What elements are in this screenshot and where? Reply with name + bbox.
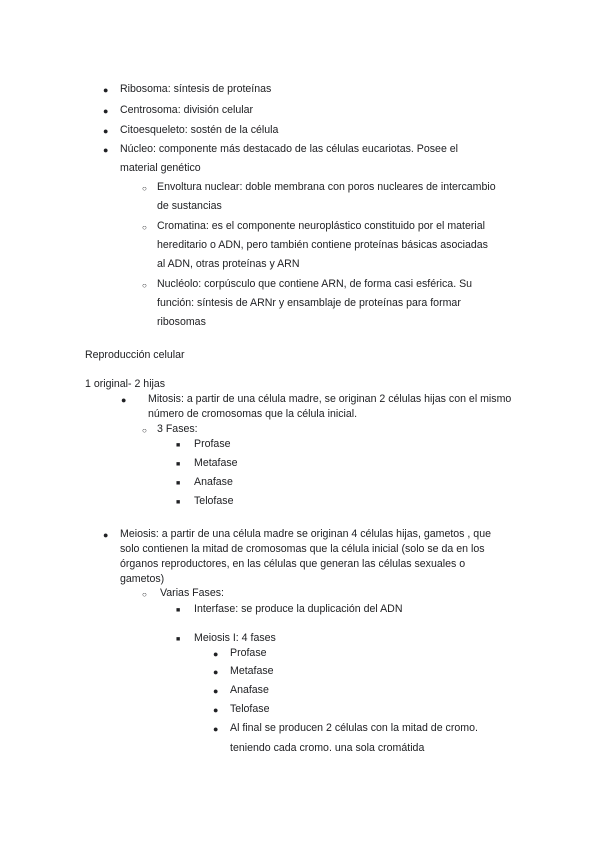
summary-line: 1 original- 2 hijas: [85, 378, 166, 390]
sub-item-nucleolo: Nucléolo: corpúsculo que contiene ARN, de forma casi esférica. Su: [157, 278, 473, 290]
sub-item-envoltura-cont: de sustancias: [157, 200, 222, 212]
meiosis-1-phase: Profase: [230, 647, 267, 659]
list-item-mitosis: Mitosis: a partir de una célula madre, se originan 2 células hijas con el mismo: [148, 393, 512, 405]
list-item-meiosis-cont: solo contienen la mitad de cromosomas que la célula inicial (solo se da en los: [120, 543, 485, 555]
meiosis-1-label: Meiosis I: 4 fases: [194, 632, 276, 644]
list-item-nucleo: Núcleo: componente más destacado de las células eucariotas. Posee el: [120, 143, 459, 155]
sub-item-cromatina-cont: hereditario o ADN, pero también contiene proteínas básicas asociadas: [157, 239, 488, 251]
section-title: Reproducción celular: [85, 349, 185, 361]
bullet-icon: ●: [103, 85, 109, 95]
square-bullet-icon: ■: [176, 499, 181, 506]
bullet-icon: ●: [103, 106, 109, 116]
hollow-bullet-icon: ○: [142, 590, 147, 599]
list-item-mitosis-cont: número de cromosomas que la célula inicial.: [148, 408, 358, 420]
sub-item-nucleolo-cont: función: síntesis de ARNr y ensamblaje de proteínas para formar: [157, 297, 461, 309]
bullet-icon: ●: [213, 686, 219, 696]
mitosis-phase-item: Anafase: [194, 476, 233, 488]
square-bullet-icon: ■: [176, 636, 181, 643]
meiosis-interfase: Interfase: se produce la duplicación del ADN: [194, 603, 403, 615]
list-item-meiosis-cont: órganos reproductores, en las células que generan las células sexuales o: [120, 558, 466, 570]
bullet-icon: ●: [213, 705, 219, 715]
bullet-icon: ●: [213, 649, 219, 659]
sub-item-cromatina: Cromatina: es el componente neuroplástico constituido por el material: [157, 220, 485, 232]
meiosis-1-phase: Anafase: [230, 684, 269, 696]
list-item-ribosoma: Ribosoma: síntesis de proteínas: [120, 83, 272, 95]
square-bullet-icon: ■: [176, 461, 181, 468]
hollow-bullet-icon: ○: [142, 426, 147, 435]
meiosis-final-note-cont: teniendo cada cromo. una sola cromátida: [230, 742, 425, 754]
bullet-icon: ●: [213, 667, 219, 677]
sub-item-cromatina-cont: al ADN, otras proteínas y ARN: [157, 258, 300, 270]
meiosis-phases-label: Varias Fases:: [160, 587, 224, 599]
meiosis-1-phase: Metafase: [230, 665, 274, 677]
bullet-icon: ●: [121, 395, 127, 405]
bullet-icon: ●: [103, 530, 109, 540]
list-item-nucleo-cont: material genético: [120, 162, 201, 174]
mitosis-phase-item: Telofase: [194, 495, 234, 507]
sub-item-envoltura: Envoltura nuclear: doble membrana con poros nucleares de intercambio: [157, 181, 496, 193]
square-bullet-icon: ■: [176, 442, 181, 449]
hollow-bullet-icon: ○: [142, 184, 147, 193]
list-item-centrosoma: Centrosoma: división celular: [120, 104, 254, 116]
square-bullet-icon: ■: [176, 607, 181, 614]
square-bullet-icon: ■: [176, 480, 181, 487]
sub-item-nucleolo-cont: ribosomas: [157, 316, 206, 328]
meiosis-final-note: Al final se producen 2 células con la mitad de cromo.: [230, 722, 478, 734]
hollow-bullet-icon: ○: [142, 223, 147, 232]
mitosis-phase-item: Profase: [194, 438, 231, 450]
list-item-meiosis-cont: gametos): [120, 573, 165, 585]
bullet-icon: ●: [103, 126, 109, 136]
bullet-icon: ●: [103, 145, 109, 155]
meiosis-1-phase: Telofase: [230, 703, 270, 715]
mitosis-phase-item: Metafase: [194, 457, 238, 469]
list-item-citoesqueleto: Citoesqueleto: sostén de la célula: [120, 124, 279, 136]
hollow-bullet-icon: ○: [142, 281, 147, 290]
list-item-meiosis: Meiosis: a partir de una célula madre se originan 4 células hijas, gametos , que: [120, 528, 491, 540]
bullet-icon: ●: [213, 724, 219, 734]
mitosis-phases-label: 3 Fases:: [157, 423, 198, 435]
